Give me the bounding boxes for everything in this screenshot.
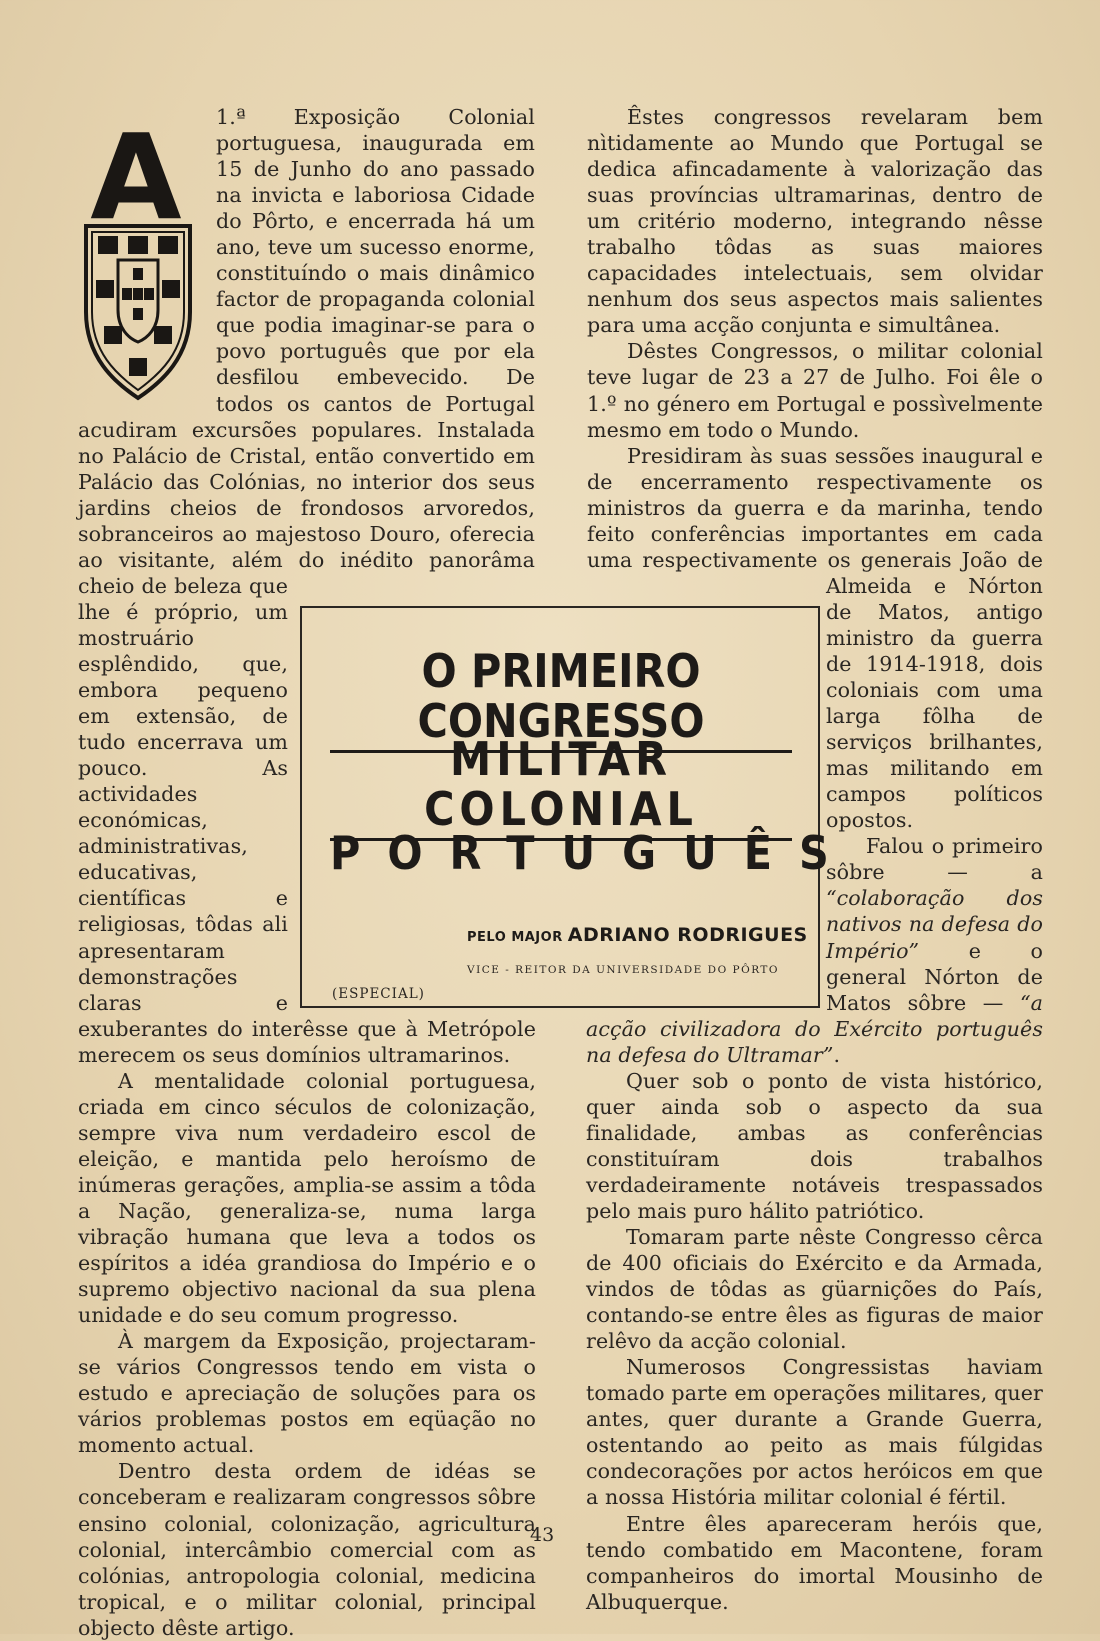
left-paragraph-3: À margem da Exposição, projectaram-se vários Congressos tendo em vista o estudo e apreciação de soluções para os vários problemas postos em eqüação no momento actual.: [78, 1329, 536, 1458]
p4-part-b: e o general Nórton de Matos sôbre —: [826, 938, 1043, 1015]
p4-part-a: Falou o primeiro sôbre — a: [826, 834, 1043, 885]
right-paragraph-2: Dêstes Congressos, o militar colonial teve lugar de 23 a 27 de Julho. Foi êle o 1.º no género em Portugal e possìvelmente mesmo em todo o Mundo.: [587, 339, 1043, 442]
left-paragraph-2: A mentalidade colonial portuguesa, criada em cinco séculos de colonização, sempre viva num verdadeiro escol de eleição, e mantida pelo heroísmo de inúmeras gerações, amplia-se assim a tôda a Nação, generaliza-se, numa larga vibração humana que leva a todos os espíritos a idéa grandiosa do Império e o supremo objectivo nacional da sua plena unidade e do seu comum progresso.: [78, 1068, 536, 1328]
p4-part-c: .: [833, 1042, 841, 1067]
drop-cap-letter: [82, 126, 190, 222]
right-paragraph-8: Entre êles apareceram heróis que, tendo combatido em Macontene, foram companheiros do imortal Mousinho de Albuquerque.: [586, 1511, 1043, 1614]
right-paragraph-7: Numerosos Congressistas haviam tomado parte em operações militares, quer antes, quer durante a Grande Guerra, ostentando ao peito as mais fúlgidas condecorações por actos heróicos em que a nossa História militar colonial é fértil.: [586, 1355, 1043, 1510]
page-number: 43: [530, 1524, 555, 1546]
title-line-3: PORTUGUÊS: [330, 826, 856, 880]
left-paragraph-1: 1.ª Exposição Colonial portuguesa, inaugurada em 15 de Junho do ano passado na invicta e laboriosa Cidade do Pôrto, e encerrada há um ano, teve um sucesso enorme, constituíndo o mais dinâmico factor de propaganda colonial que podia imaginar-se para o povo português que por ela desfilou embevecido. De todos os cantos de Portugal acudiram excursões populares. Instalada no Palácio de Cristal, então convertido em Palácio das Colónias, no interior dos seus jardins cheios de frondosos arvoredos, sobranceiros ao majestoso Douro, oferecia ao visitante, além do inédito panorâma cheio de beleza que lhe é próprio, um mostruário esplêndido, que, embora pequeno em extensão, de tudo encerrava um pouco. As actividades económicas, administrativas, educativas, científicas e religiosas, tôdas ali apresentaram demonstrações claras e exuberantes do interêsse que à Metrópole merecem os seus domínios ultramarinos.: [78, 105, 536, 1067]
portuguese-shield-icon: [82, 222, 194, 402]
right-paragraph-5: Quer sob o ponto de vista histórico, quer ainda sob o aspecto da sua finalidade, ambas as conferências constituíram dois trabalhos verdadeiramente notáveis trespassados pelo mais puro hálito patriótico.: [586, 1068, 1043, 1223]
title-line-2: MILITAR COLONIAL: [330, 734, 792, 841]
author-byline: [467, 924, 808, 946]
author-role: VICE - REITOR DA UNIVERSIDADE DO PÔRTO: [467, 964, 780, 976]
article-title-box: [300, 606, 856, 1008]
especial-label: (ESPECIAL): [332, 986, 425, 1002]
right-paragraph-6: Tomaram parte nêste Congresso cêrca de 400 oficiais do Exército e da Armada, vindos de tôdas as güarnições do País, contando-se entre êles as figuras de maior relêvo da acção colonial.: [586, 1225, 1043, 1354]
p4-quote-1: “colaboração dos nativos na defesa do Império”: [826, 886, 1043, 963]
title-line-1: O PRIMEIRO CONGRESSO: [330, 646, 792, 753]
right-paragraph-1: Êstes congressos revelaram bem nìtidamente ao Mundo que Portugal se dedica afincadamente à valorização das suas províncias ultramarinas, dentro de um critério moderno, integrando nêsse trabalho tôdas as suas maiores capacidades intelectuais, sem olvidar nenhum dos seus aspectos mais salientes para uma acção conjunta e simultânea.: [587, 105, 1043, 338]
svg-text:A: A: [90, 126, 182, 222]
drop-cap-ornament: [78, 110, 210, 410]
byline-rank: MAJOR: [511, 930, 563, 945]
byline-pelo: PELO: [467, 930, 507, 945]
left-paragraph-4: Dentro desta ordem de idéas se conceberam e realizaram congressos sôbre ensino colonial, colonização, agricultura colonial, intercâmbio comercial com as colónias, antropologia colonial, medicina tropical, e o militar colonial, principal objecto dêste artigo.: [78, 1459, 536, 1640]
p4-quote-2: “a acção civilizadora do Exército português na defesa do Ultramar”: [586, 990, 1043, 1067]
author-name: ADRIANO RODRIGUES: [567, 924, 808, 946]
right-paragraph-3: Presidiram às suas sessões inaugural e de encerramento respectivamente os ministros da guerra e da marinha, tendo feito conferências importantes em cada uma respectivamente os generais João de Almeida e Nórton de Matos, antigo ministro da guerra de 1914-1918, dois coloniais com uma larga fôlha de serviços brilhantes, mas militando em campos políticos opostos.: [587, 443, 1043, 833]
